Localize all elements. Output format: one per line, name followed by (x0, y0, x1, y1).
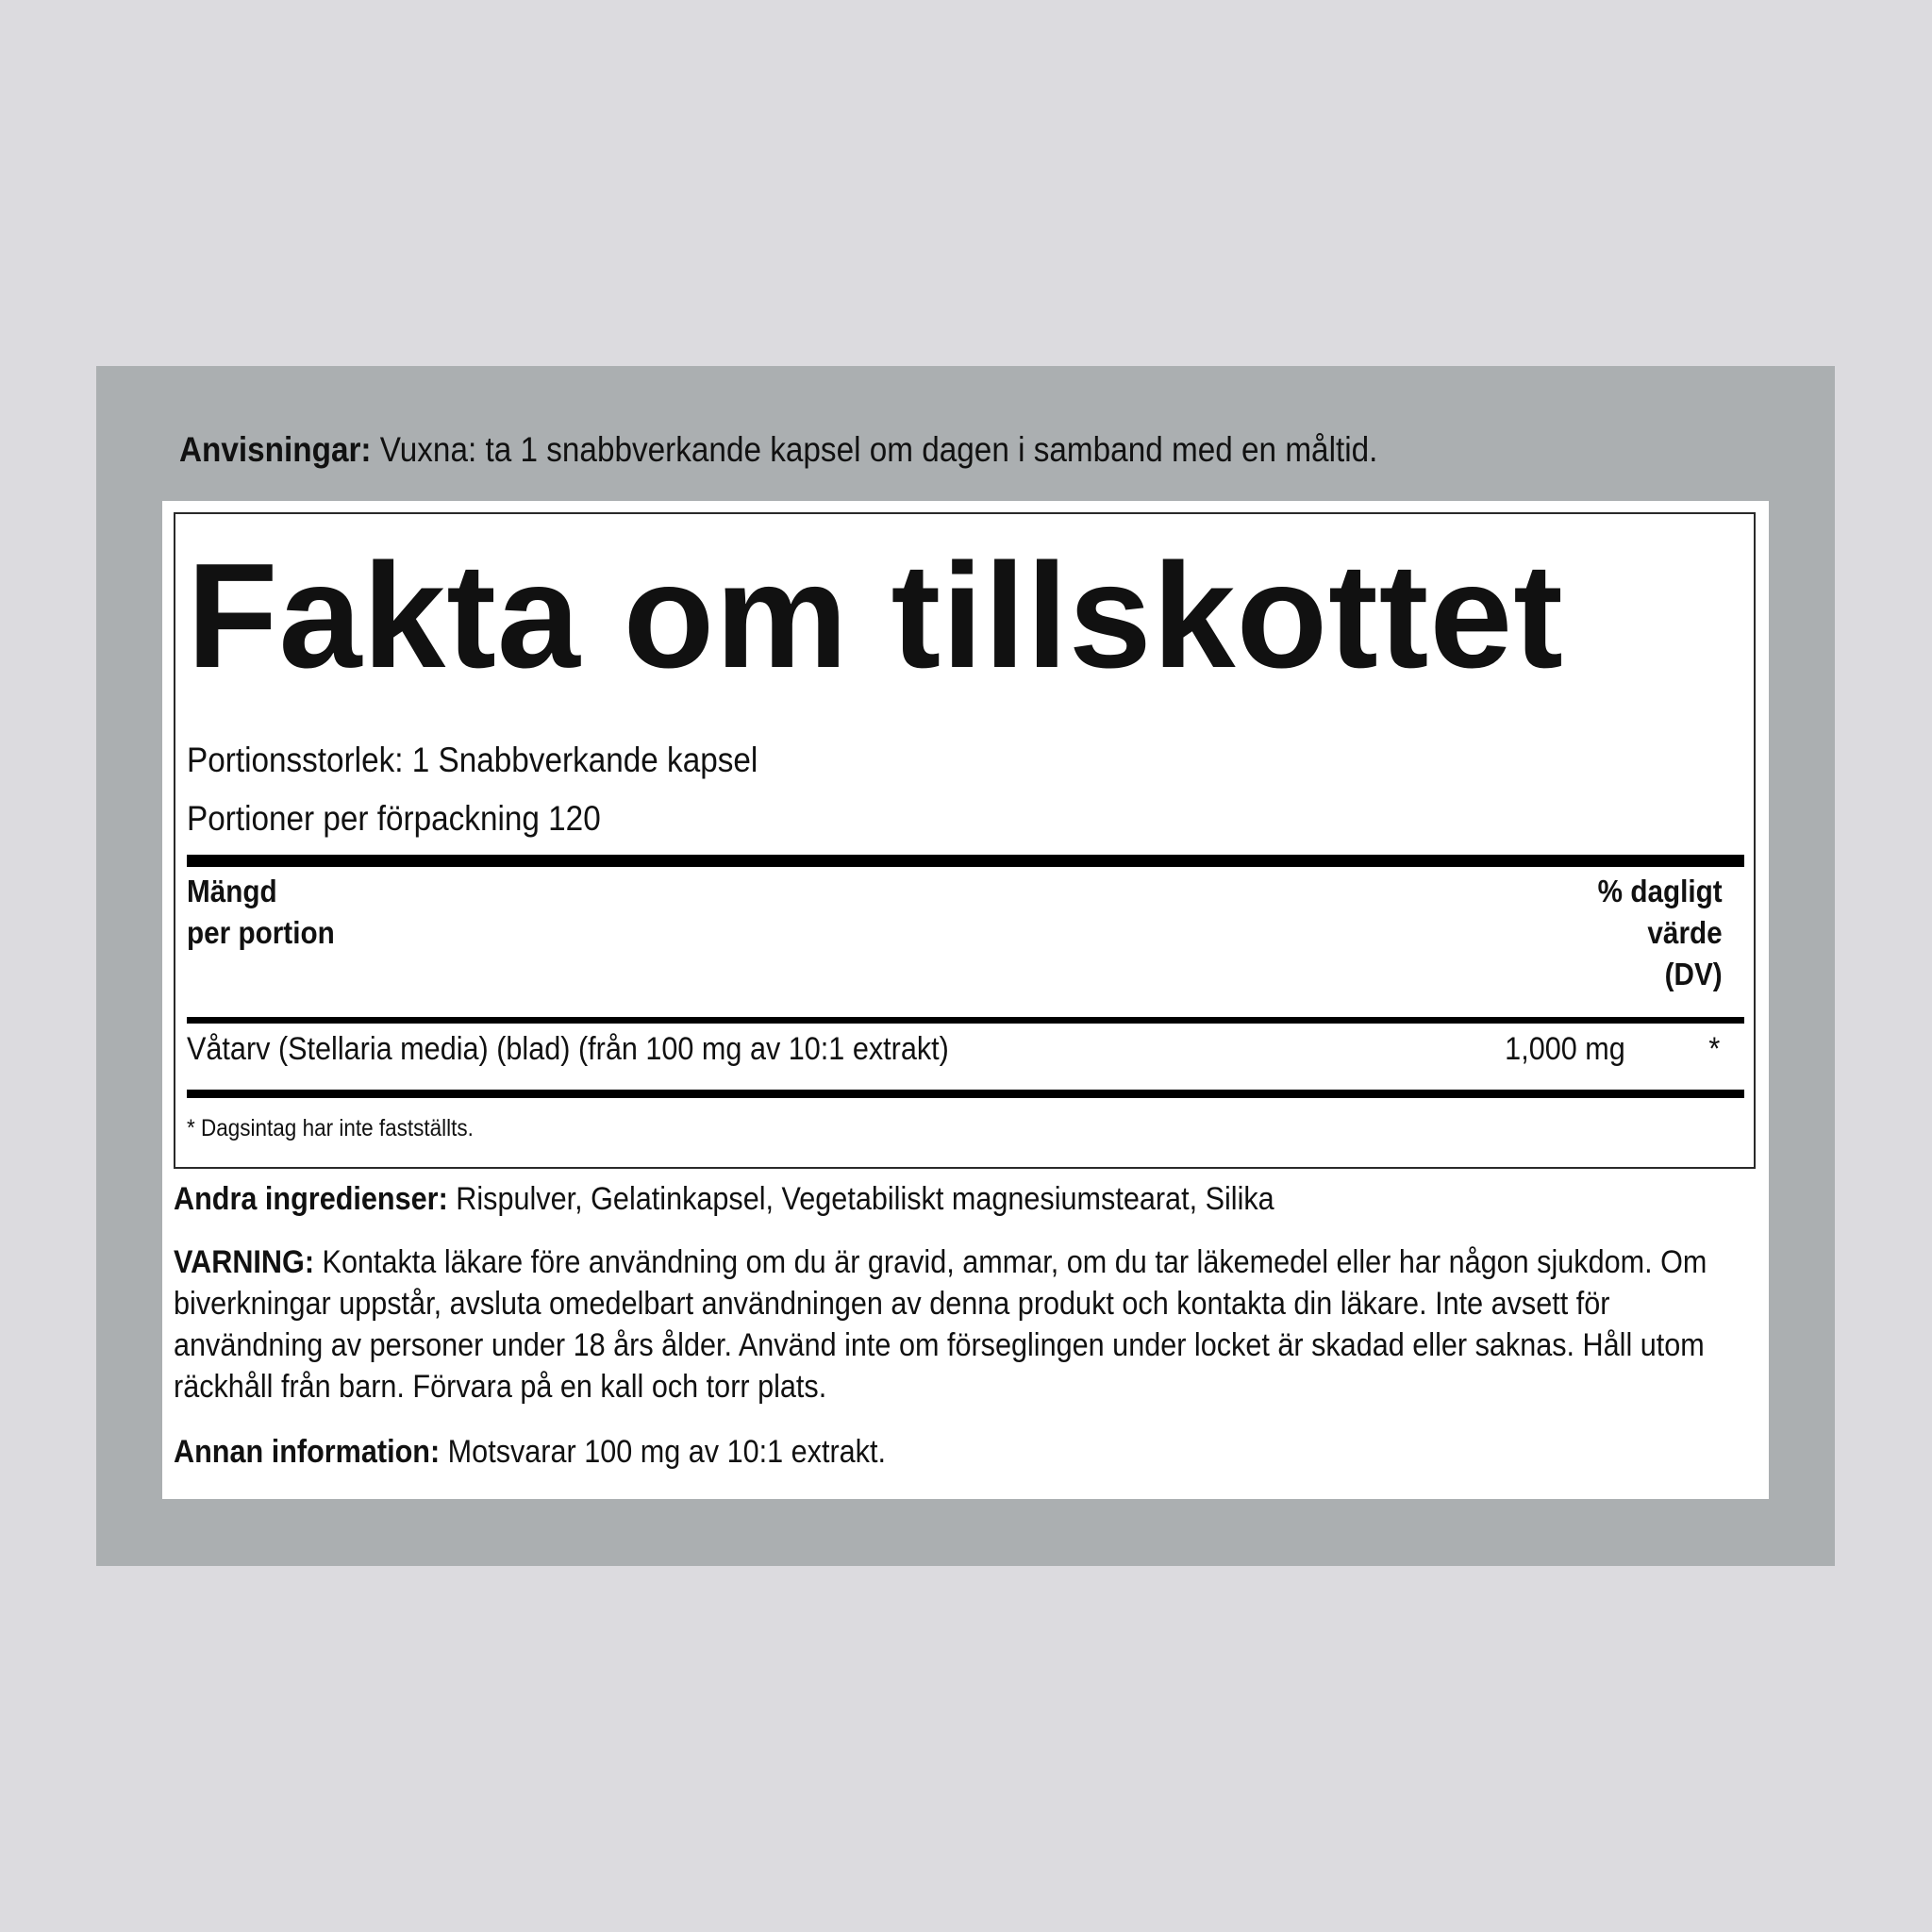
warning-label: VARNING: (174, 1244, 315, 1280)
header-divider (187, 1017, 1744, 1024)
other-info-text: Motsvarar 100 mg av 10:1 extrakt. (440, 1434, 886, 1470)
bottom-divider (187, 1090, 1744, 1098)
warning (174, 1241, 1753, 1407)
directions-label: Anvisningar: (179, 430, 372, 469)
other-ingredients (174, 1178, 1753, 1220)
dv-header (1598, 871, 1723, 995)
dv-header-line3: (DV) (1664, 957, 1723, 991)
amount-header-line1: Mängd (187, 874, 277, 908)
ingredient-amount: 1,000 mg (1505, 1031, 1625, 1067)
directions-text: Vuxna: ta 1 snabbverkande kapsel om dagen i samband med en måltid. (371, 430, 1378, 469)
label-panel (96, 366, 1835, 1566)
ingredient-name: Våtarv (Stellaria media) (blad) (från 100 mg av 10:1 extrakt) (187, 1031, 949, 1067)
serving-size: Portionsstorlek: 1 Snabbverkande kapsel (187, 741, 758, 779)
warning-text: Kontakta läkare före användning om du är gravid, ammar, om du tar läkemedel eller har någon sjukdom. Om biverkningar uppstår, avsluta omedelbart användningen av denna produkt och kontakta din läkare. Inte avsett för användning av personer under 18 års ålder. Använd inte om förseglingen under locket är skadad eller saknas. Håll utom räckhåll från barn. Förvara på en kall och torr plats. (174, 1244, 1707, 1405)
footnote: * Dagsintag har inte fastställts. (187, 1115, 474, 1141)
dv-header-line1: % dagligt (1597, 874, 1723, 908)
amount-header (187, 871, 335, 954)
directions (179, 428, 1377, 472)
facts-title: Fakta om tillskottet (187, 533, 1564, 699)
other-info (174, 1431, 1753, 1473)
label-content (162, 501, 1769, 1499)
dv-header-line2: värde (1647, 915, 1723, 950)
other-ingredients-label: Andra ingredienser: (174, 1181, 448, 1217)
ingredient-dv: * (1708, 1031, 1720, 1067)
supplement-facts-box (174, 512, 1756, 1169)
amount-header-line2: per portion (187, 915, 335, 950)
other-ingredients-text: Rispulver, Gelatinkapsel, Vegetabiliskt magnesiumstearat, Silika (447, 1181, 1274, 1217)
other-info-label: Annan information: (174, 1434, 441, 1470)
servings-per-container: Portioner per förpackning 120 (187, 799, 601, 838)
thick-divider (187, 855, 1744, 867)
